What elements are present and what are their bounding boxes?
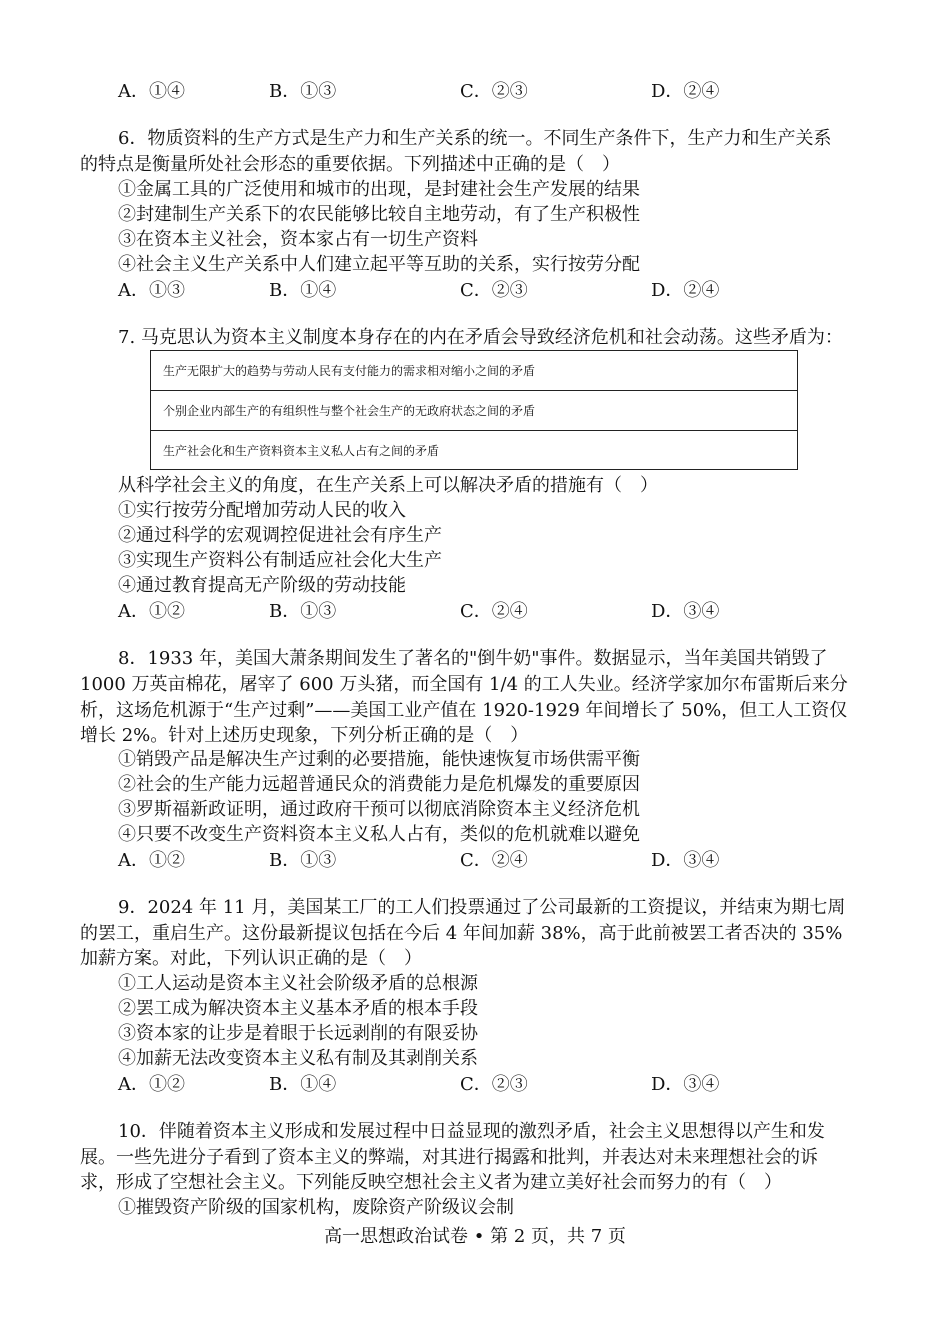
q9-option-c: C．②③ bbox=[460, 1074, 528, 1095]
q7-item-2: ②通过科学的宏观调控促进社会有序生产 bbox=[118, 525, 442, 546]
q9-stem-line-2: 的罢工，重启生产。这份最新提议包括在今后 4 年间加薪 38%，高于此前被罢工者否决的 35% bbox=[80, 923, 843, 944]
q5-option-d: D．②④ bbox=[651, 81, 720, 102]
q7-table-row-2: 个别企业内部生产的有组织性与整个社会生产的无政府状态之间的矛盾 bbox=[151, 391, 797, 431]
q8-option-c: C．②④ bbox=[460, 850, 528, 871]
q8-stem-line-2: 1000 万英亩棉花，屠宰了 600 万头猪，而全国有 1/4 的工人失业。经济学家加尔布雷斯后来分 bbox=[80, 674, 848, 695]
q8-stem-line-4: 增长 2%。针对上述历史现象，下列分析正确的是（ ） bbox=[80, 725, 529, 746]
q8-option-a: A．①② bbox=[118, 850, 185, 871]
q8-option-b: B．①③ bbox=[269, 850, 337, 871]
q5-option-b: B．①③ bbox=[269, 81, 337, 102]
q7-option-d: D．③④ bbox=[651, 601, 720, 622]
q7-item-3: ③实现生产资料公有制适应社会化大生产 bbox=[118, 550, 442, 571]
q6-stem-line-2: 的特点是衡量所处社会形态的重要依据。下列描述中正确的是（ ） bbox=[80, 154, 620, 175]
q6-option-c: C．②③ bbox=[460, 280, 528, 301]
q9-option-d: D．③④ bbox=[651, 1074, 720, 1095]
q7-options bbox=[118, 600, 858, 624]
q6-option-d: D．②④ bbox=[651, 280, 720, 301]
q7-item-1: ①实行按劳分配增加劳动人民的收入 bbox=[118, 500, 406, 521]
q10-stem-line-2: 展。一些先进分子看到了资本主义的弊端，对其进行揭露和批判，并表达对未来理想社会的诉 bbox=[80, 1147, 818, 1168]
q6-stem-line-1: 6．物质资料的生产方式是生产力和生产关系的统一。不同生产条件下，生产力和生产关系 bbox=[118, 128, 832, 149]
q8-item-2: ②社会的生产能力远超普通民众的消费能力是危机爆发的重要原因 bbox=[118, 774, 640, 795]
page-footer: 高一思想政治试卷 • 第 2 页，共 7 页 bbox=[324, 1226, 626, 1247]
q9-option-b: B．①④ bbox=[269, 1074, 337, 1095]
q7-option-b: B．①③ bbox=[269, 601, 337, 622]
q8-stem-line-1: 8．1933 年，美国大萧条期间发生了著名的"倒牛奶"事件。数据显示，当年美国共销毁了 bbox=[118, 648, 828, 669]
q5-options bbox=[118, 80, 858, 104]
q5-option-c: C．②③ bbox=[460, 81, 528, 102]
q7-option-c: C．②④ bbox=[460, 601, 528, 622]
q8-option-d: D．③④ bbox=[651, 850, 720, 871]
q6-item-3: ③在资本主义社会，资本家占有一切生产资料 bbox=[118, 229, 478, 250]
q9-item-1: ①工人运动是资本主义社会阶级矛盾的总根源 bbox=[118, 973, 478, 994]
q7-question: 从科学社会主义的角度，在生产关系上可以解决矛盾的措施有（ ） bbox=[118, 475, 658, 496]
q6-item-2: ②封建制生产关系下的农民能够比较自主地劳动，有了生产积极性 bbox=[118, 204, 640, 225]
q6-item-1: ①金属工具的广泛使用和城市的出现，是封建社会生产发展的结果 bbox=[118, 179, 640, 200]
q6-options bbox=[118, 279, 858, 303]
q10-stem-line-1: 10．伴随着资本主义形成和发展过程中日益显现的激烈矛盾，社会主义思想得以产生和发 bbox=[118, 1121, 825, 1142]
q8-stem-line-3: 析，这场危机源于“生产过剩”——美国工业产值在 1920-1929 年间增长了 50%，但工人工资仅 bbox=[80, 700, 848, 721]
q8-item-3: ③罗斯福新政证明，通过政府干预可以彻底消除资本主义经济危机 bbox=[118, 799, 640, 820]
q8-item-4: ④只要不改变生产资料资本主义私人占有，类似的危机就难以避免 bbox=[118, 824, 640, 845]
q9-options bbox=[118, 1073, 858, 1097]
q6-option-a: A．①③ bbox=[118, 280, 185, 301]
q10-item-1: ①摧毁资产阶级的国家机构，废除资产阶级议会制 bbox=[118, 1197, 514, 1218]
q9-stem-line-3: 加薪方案。对此，下列认识正确的是（ ） bbox=[80, 948, 422, 969]
q9-option-a: A．①② bbox=[118, 1074, 185, 1095]
q8-item-1: ①销毁产品是解决生产过剩的必要措施，能快速恢复市场供需平衡 bbox=[118, 749, 640, 770]
q7-item-4: ④通过教育提高无产阶级的劳动技能 bbox=[118, 575, 406, 596]
q7-table-row-3: 生产社会化和生产资料资本主义私人占有之间的矛盾 bbox=[163, 444, 440, 458]
q9-item-2: ②罢工成为解决资本主义基本矛盾的根本手段 bbox=[118, 998, 478, 1019]
q7-stem: 7. 马克思认为资本主义制度本身存在的内在矛盾会导致经济危机和社会动荡。这些矛盾为： bbox=[118, 327, 843, 348]
q6-item-4: ④社会主义生产关系中人们建立起平等互助的关系，实行按劳分配 bbox=[118, 254, 640, 275]
q7-contradiction-table bbox=[150, 350, 798, 470]
q8-options bbox=[118, 849, 858, 873]
q9-item-3: ③资本家的让步是着眼于长远剥削的有限妥协 bbox=[118, 1023, 478, 1044]
q10-stem-line-3: 求，形成了空想社会主义。下列能反映空想社会主义者为建立美好社会而努力的有（ ） bbox=[80, 1172, 782, 1193]
q6-option-b: B．①④ bbox=[269, 280, 337, 301]
q9-stem-line-1: 9．2024 年 11 月，美国某工厂的工人们投票通过了公司最新的工资提议，并结束为期七周 bbox=[118, 897, 846, 918]
q7-option-a: A．①② bbox=[118, 601, 185, 622]
q7-table-row-1: 生产无限扩大的趋势与劳动人民有支付能力的需求相对缩小之间的矛盾 bbox=[151, 351, 797, 391]
q5-option-a: A．①④ bbox=[118, 81, 185, 102]
q9-item-4: ④加薪无法改变资本主义私有制及其剥削关系 bbox=[118, 1048, 478, 1069]
